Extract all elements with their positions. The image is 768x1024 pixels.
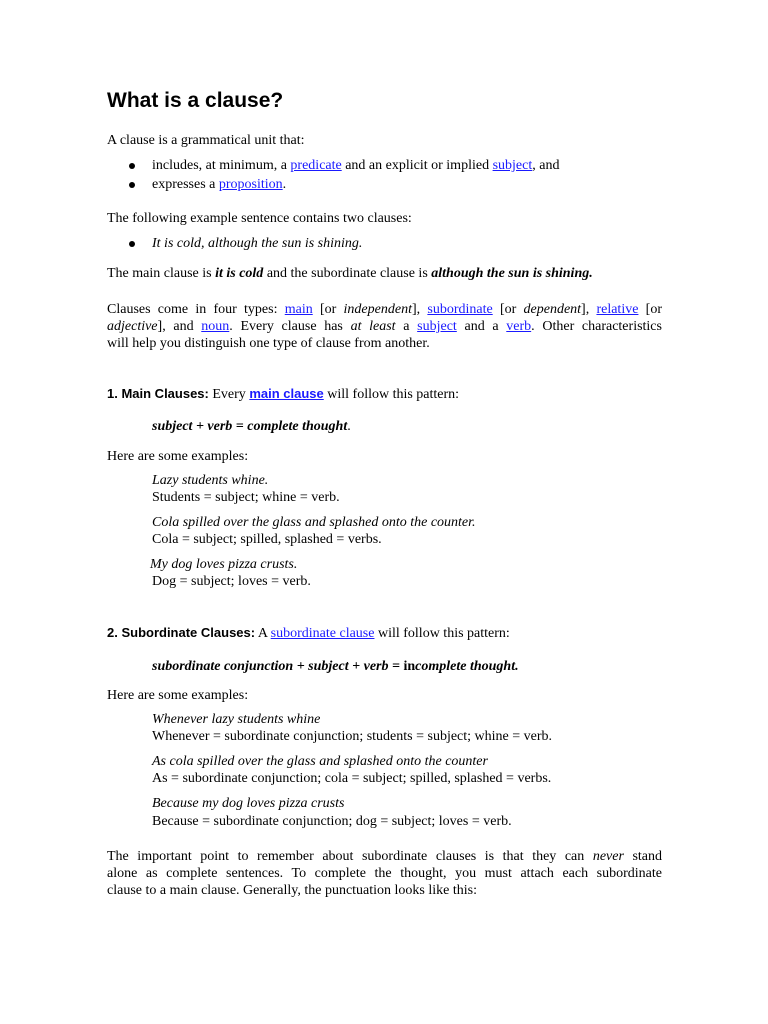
bullet-dot	[129, 182, 135, 188]
explanation-text-mid: and the subordinate clause is	[263, 266, 432, 281]
text-italic: independent	[343, 302, 412, 317]
example-analysis: Because = subordinate conjunction; dog = subject; loves = verb.	[152, 814, 512, 829]
link-verb[interactable]: verb	[506, 319, 532, 334]
link-main[interactable]: main	[284, 302, 313, 317]
text-italic: adjective	[107, 319, 158, 334]
intro-text: A clause is a grammatical unit that:	[107, 133, 305, 148]
page-title: What is a clause?	[107, 89, 284, 112]
text-span: and a	[456, 319, 507, 334]
section-1-text: Every	[208, 387, 250, 402]
bullet-2-text: expresses a	[152, 177, 219, 192]
paragraph-line	[107, 301, 662, 318]
pattern-text-end: complete thought.	[415, 659, 519, 674]
example-analysis: Cola = subject; spilled, splashed = verbs.	[152, 532, 382, 547]
example-sentence: Because my dog loves pizza crusts	[152, 796, 345, 811]
text-span: [or	[492, 302, 524, 317]
section-2-pattern	[152, 659, 519, 675]
link-subordinate[interactable]: subordinate	[427, 302, 493, 317]
section-2-heading: 2. Subordinate Clauses:	[107, 625, 256, 640]
pattern-text-prefix: in	[403, 659, 416, 674]
link-subordinate-clause[interactable]: subordinate clause	[270, 626, 375, 641]
link-subject-2[interactable]: subject	[417, 319, 457, 334]
main-clause-explanation	[107, 266, 593, 282]
link-subject[interactable]: subject	[492, 158, 533, 173]
example-sentence: Whenever lazy students whine	[152, 712, 321, 727]
text-span: . Every clause has	[229, 319, 351, 334]
bullet-1-text-end: , and	[532, 158, 560, 173]
text-italic: at least	[350, 319, 396, 334]
example-analysis: Dog = subject; loves = verb.	[152, 574, 311, 589]
paragraph-line: alone as complete sentences. To complete the thought, you must attach each subordinate	[107, 866, 662, 881]
section-1-heading: 1. Main Clauses:	[107, 386, 209, 401]
link-predicate[interactable]: predicate	[290, 158, 342, 173]
section-1-examples-intro: Here are some examples:	[107, 449, 249, 464]
example-sentence: As cola spilled over the glass and splashed onto the counter	[152, 754, 488, 769]
bullet-dot	[129, 241, 135, 247]
paragraph-line	[107, 848, 662, 865]
section-2-heading-line	[107, 625, 510, 642]
text-span: ],	[581, 302, 597, 317]
pattern-text: subject + verb = complete thought	[152, 419, 348, 434]
closing-paragraph	[107, 848, 662, 899]
link-proposition[interactable]: proposition	[218, 177, 283, 192]
paragraph-line: will help you distinguish one type of clause from another.	[107, 336, 430, 351]
text-span: a	[395, 319, 418, 334]
bullet-item-2	[152, 177, 286, 193]
example-sentence: My dog loves pizza crusts.	[150, 557, 298, 572]
text-span: [or	[638, 302, 663, 317]
section-1-pattern	[152, 419, 351, 435]
example-analysis: Whenever = subordinate conjunction; students = subject; whine = verb.	[152, 729, 553, 744]
bullet-item-1	[152, 158, 559, 174]
example-intro: The following example sentence contains two clauses:	[107, 211, 412, 226]
link-relative[interactable]: relative	[596, 302, 639, 317]
section-2-text-end: will follow this pattern:	[374, 626, 510, 641]
bullet-2-text-end: .	[282, 177, 287, 192]
example-sentence: Lazy students whine.	[152, 473, 269, 488]
paragraph-line: clause to a main clause. Generally, the punctuation looks like this:	[107, 883, 477, 898]
section-1-text-end: will follow this pattern:	[323, 387, 460, 402]
section-2-text: A	[255, 626, 271, 641]
text-span: Clauses come in four types:	[107, 302, 285, 317]
text-italic: dependent	[523, 302, 582, 317]
text-span: [or	[312, 302, 344, 317]
section-2-examples-intro: Here are some examples:	[107, 688, 249, 703]
main-clause-example: it is cold	[215, 266, 264, 281]
example-sentence: It is cold, although the sun is shining.	[152, 236, 363, 251]
text-span: ],	[411, 302, 428, 317]
bullet-dot	[129, 163, 135, 169]
text-span: The important point to remember about subordinate clauses is that they can	[107, 849, 593, 864]
subordinate-clause-example: although the sun is shining.	[431, 266, 593, 281]
example-analysis: Students = subject; whine = verb.	[152, 490, 340, 505]
bullet-1-text-mid: and an explicit or implied	[341, 158, 493, 173]
section-1-heading-line	[107, 386, 459, 403]
example-sentence: Cola spilled over the glass and splashed onto the counter.	[152, 515, 476, 530]
pattern-end: .	[347, 419, 351, 434]
paragraph-line	[107, 318, 662, 335]
text-span: ], and	[157, 319, 202, 334]
link-main-clause[interactable]: main clause	[249, 386, 324, 401]
text-italic: never	[592, 849, 624, 864]
explanation-text: The main clause is	[107, 266, 216, 281]
clause-types-paragraph	[107, 301, 662, 352]
text-span: stand	[623, 849, 662, 864]
pattern-text: subordinate conjunction + subject + verb =	[152, 659, 404, 674]
text-span: . Other characteristics	[531, 319, 662, 334]
example-analysis: As = subordinate conjunction; cola = subject; spilled, splashed = verbs.	[152, 771, 552, 786]
link-noun[interactable]: noun	[201, 319, 230, 334]
bullet-1-text: includes, at minimum, a	[152, 158, 291, 173]
